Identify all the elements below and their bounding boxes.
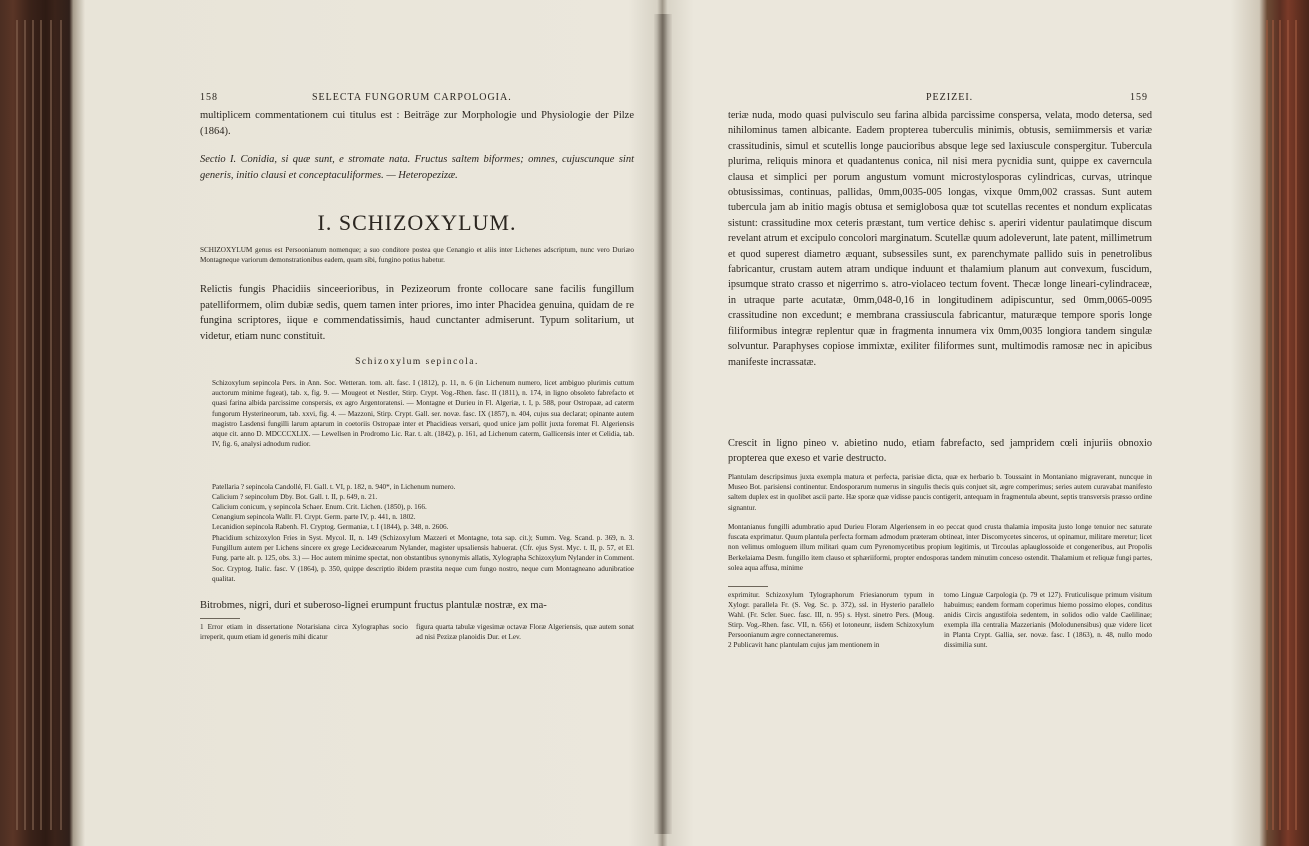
right-running-head: PEZIZEI. xyxy=(926,92,974,103)
right-page-number: 159 xyxy=(1130,92,1148,103)
right-page-edges xyxy=(1262,20,1302,830)
right-footnote-2: 2 Publicavit hanc plantulam cujus jam mentionem in xyxy=(728,641,880,649)
right-main-text: teriæ nuda, modo quasi pulvisculo seu farina albida parcissime conspersa, velata, modo detersa, sed nihilominus tamen albicante. Eadem propterea tuberculis minimis, obtusis, semiimmersis et variæ crassitudinis, simul et scutellis longe paucioribus absque lege sed laxiuscule conspergitur. Tubercula plurima, reliquis minora et quadantenus conica, nil nisi mera pycnidia sunt, quippe ex caverncula clausa et simplici per porum angustum vomunt microstylosporas cylindricas, curvas, utrinque obtusissimas, continuas, pallidas, 0mm,0035-005 longas, vixque 0mm,002 crassas. Sunt autem tubercula jam ab initio magis obtusa et semiglobosa quæ tot scutellas recentes et nondum explicatas sistunt: crassitudine mox ceteris præstant, tum vertice dehisc s. aperiri videntur paulatimque discum revelant atrum et excipulo concolori marginatum. Scutellæ quum adoleverunt, late patent, millimetrum et quod superest diametro æquant, subsessiles sunt, ex parenchymate pallido suis in penetrolibus fabricantur, crustam autem atram undique induunt et thalamium planum aut convexum, fuscidum, ipsumque strato crasso et nigerrimo s. atro-violaceo tectum fovent. Thecæ longe lineari-cylindraceæ, in utraque parte acutatæ, 0mm,048-0,16 in longitudinem adipiscuntur, sed 0mm,0065-0095 crassitudine non excedunt; e membrana crassiuscula fabricantur, maturæque tempore sporis longe filiformibus integræ replentur quæ in fragmenta innumera vix 0mm,0035 longiora tandem singulæ solvuntur. Paraphyses copiose immixtæ, exiliter filiformes sunt, multimodis ramosæ nec in apicibus manifeste incrassatæ. xyxy=(728,110,1152,368)
right-paragraph-3: Plantulam descripsimus juxta exempla matura et perfecta, parisiae dicta, quæ ex herbario b. Toussaint in Montaniano migraverant, nuncque in Museo Bot. parisiensi continentur. Endosporarum numerus in singulis thecis quis conjuet sit, ægre comperimus; series autem curavabat manifesto saltem duplex est in quolibet ascii parte. Hæ sporæ quæ vidisse paucis contigerit, antequam in fragmentula abeunt, septis transversis præsso ordine signantur. xyxy=(728,473,1152,512)
left-intro: multiplicem commentationem cui titulus est : Beiträge zur Morphologie und Physiologie der Pilze (1864). xyxy=(200,110,634,137)
footnote-rule-left xyxy=(200,618,240,619)
genus-heading: I. SCHIZOXYLUM. xyxy=(317,210,517,235)
synonymy-3: Calicium ? sepincolum Dby. Bot. Gall. t. II, p. 649, n. 21. xyxy=(212,493,378,501)
synonymy-5: Cenangium sepincola Wallr. Fl. Crypt. Germ. parte IV, p. 441, n. 1802. xyxy=(212,513,416,521)
right-footnote-right-col: tomo Linguæ Carpologia (p. 79 et 127). Fruticulisque primum visitum habuimus; eandem formam coperimus hiemo possimo elopes, conditus anidis Circis angustifoia sedentem, in solidos odio valde Caelilinae; exempla illa centralia Mazzerianis (Molodunensibus) quæ videre licet in Planta Crypt. Gallia, ser. novæ. fasc. I (1863), n. 48, nullo modo dissimilia sunt. xyxy=(944,591,1152,649)
genus-intro: SCHIZOXYLUM genus est Persoonianum nomenque; a suo conditore postea que Cenangio et aliis inter Lichenes adscriptum, nunc vero Duriæo Montagneque variorum demonstrationibus eadem, quam sibi, fungino potius habetur. xyxy=(200,246,634,265)
left-page-number: 158 xyxy=(200,92,218,103)
left-closing-line: Bitrobmes, nigri, duri et suberoso-lignei erumpunt fructus plantulæ nostræ, ex ma- xyxy=(200,600,547,611)
species-heading: Schizoxylum sepincola. xyxy=(355,357,479,367)
left-running-head: SELECTA FUNGORUM CARPOLOGIA. xyxy=(312,92,512,103)
sectio-heading: Sectio I. Conidia, si quæ sunt, e stromate nata. Fructus saltem biformes; omnes, cujuscunque sint generis, initio clausi et conceptaculiformes. — Heteropezizæ. xyxy=(200,154,634,181)
right-paragraph-4: Montanianus fungilli adumbratio apud Durieu Floram Algeriensem in eo peccat quod crusta thalamia imposita justo longe tenuior nec saturate fuscata exprimatur. Quum plantula perfecta formam admodum præteram obtineat, inter Discomycetes sinceros, ut opinamur, militare meretur; licet non velimus omloguem illum militari quam cum Pyrenomycetibus propium legitimis, ut Tircoulas aplauglossoide et congeneribus, aut Propolis Berkelaiama Desm. fungillo item clauso et sphæriiformi, propter endosporas tandem minutim conceso ostendit. Thalamium et reliquæ fungi partes, solea aqua affusa, minime xyxy=(728,523,1152,572)
right-paragraph-2: Crescit in ligno pineo v. abietino nudo, etiam fabrefacto, sed jampridem cœli injuriis obnoxio propterea que exeso et varie destructo. xyxy=(728,438,1152,465)
synonymy-4: Calicium conicum, γ sepincola Schaer. Enum. Crit. Lichen. (1850), p. 166. xyxy=(212,503,427,511)
left-page-edges xyxy=(10,20,68,830)
left-paragraph-2: Relictis fungis Phacidiis sinceerioribus, in Pezizeorum fronte collocare sane facilis fungillum patelliformem, olim dubiæ sedis, quem tamen inter priores, imo inter Phacidea genuina, quidam de re fungina scriptores, iique e commendatissimis, haud cunctanter admiserunt. Typum solitarium, ut videtur, etiam nunc constituit. xyxy=(200,284,634,342)
synonymy-6: Lecanidion sepincola Rabenh. Fl. Cryptog. Germaniæ, t. I (1844), p. 348, n. 2606. xyxy=(212,523,449,531)
left-footnote-1: 1 Error etiam in dissertatione Notarisiana circa Xylographas socio irreperit, quum etiam id generis mihi dicatur xyxy=(200,623,408,641)
footnote-rule-right xyxy=(728,586,768,587)
synonymy-2: Patellaria ? sepincola Candollé, Fl. Gall. t. VI, p. 182, n. 940*, in Lichenum numero. xyxy=(212,483,456,491)
right-footnote-left-col: exprimitur. Schizoxylum Tylographorum Friesianorum typum in Xylogr. parallela Fr. (S. Veg. Sc. p. 372), ssl. in Hysterio parallelo Wahl. (Fr. Scler. Suec. fasc. III, n. 95) s. Hyst. sinetro Pers. (Moug. Stirp. Vog.-Rhen. fasc. VII, n. 656) et lotoneunr, iisdem Schizoxylum Persoonianum ægre connectaneremus. xyxy=(728,591,934,639)
left-footnote-1-cont: figura quarta tabulæ vigesimæ octavæ Floræ Algeriensis, quæ autem sonat ad nisi Pezizæ planoidis Dur. et Lev. xyxy=(416,623,634,641)
synonymy-7: Phacidium schizoxylon Fries in Syst. Mycol. II, n. 149 (Schizoxylum Mazzeri et Montagne, tota sap. cit.); Summ. Veg. Scand. p. 369, n. 3. Fungillum autem per Lichens sincere ex grege Lecideæcearum Nylander, magister upsaliensis habuerat. (Cfr. ejus Syst. Myc. t. II, p. 57, et El. Fung. parte alt. p. 125, obs. 3.) — Hoc autem minime spectat, non obstantibus synonymis allatis, Xylographa Schizoxylum Nylander in Comment. Soc. Cryptog. Italic. fasc. V (1864), p. 350, quippe descriptio ibidem præstita neque cum fungo nostro, neque cum Montagneano adunibratioe qualitat. xyxy=(212,534,634,583)
synonymy-1: Schizoxylum sepincola Pers. in Ann. Soc. Wetteran. tom. alt. fasc. I (1812), p. 11, n. 6 (in Lichenum numero, licet ambiguo plurimis cuttum auctorum minime fugeat), tab. x, fig. 9. — Mougeot et Nestler, Stirp. Crypt. Vog.-Rhen. fasc. II (1811), n. 174, in ligno obsoleto fabrefacto et quasi farina albida parcissime conspersis, ex agro Argentoratensi. — Montagne et Durieu in Fl. Algeriæ, t. I, p. 588, pour Ostropaæ, ad caterm fungorum Hysterineorum, tab. xxvi, fig. 4. — Mazzoni, Stirp. Crypt. Gall. ser. novæ. fasc. IX (1857), n. 404, cujus sua declarat; opinante autem magistro Lasdensi fungilli larum aptarum in coetoriis Ostropaæ inter et Phacidieas versari, quod unice jam pollit juxta foremat Fl. Algeriensis atque cit. anno D. MDCCCXLIX. — Lewellsen in Prodromo Lic. Rar. t. alt. (1842), p. 161, ad Lichenum caterm, Gallicensis inter et Celidia, tab. IV, fig. 6, analysi adnodum rudior. xyxy=(212,379,634,449)
book-gutter xyxy=(654,14,672,834)
